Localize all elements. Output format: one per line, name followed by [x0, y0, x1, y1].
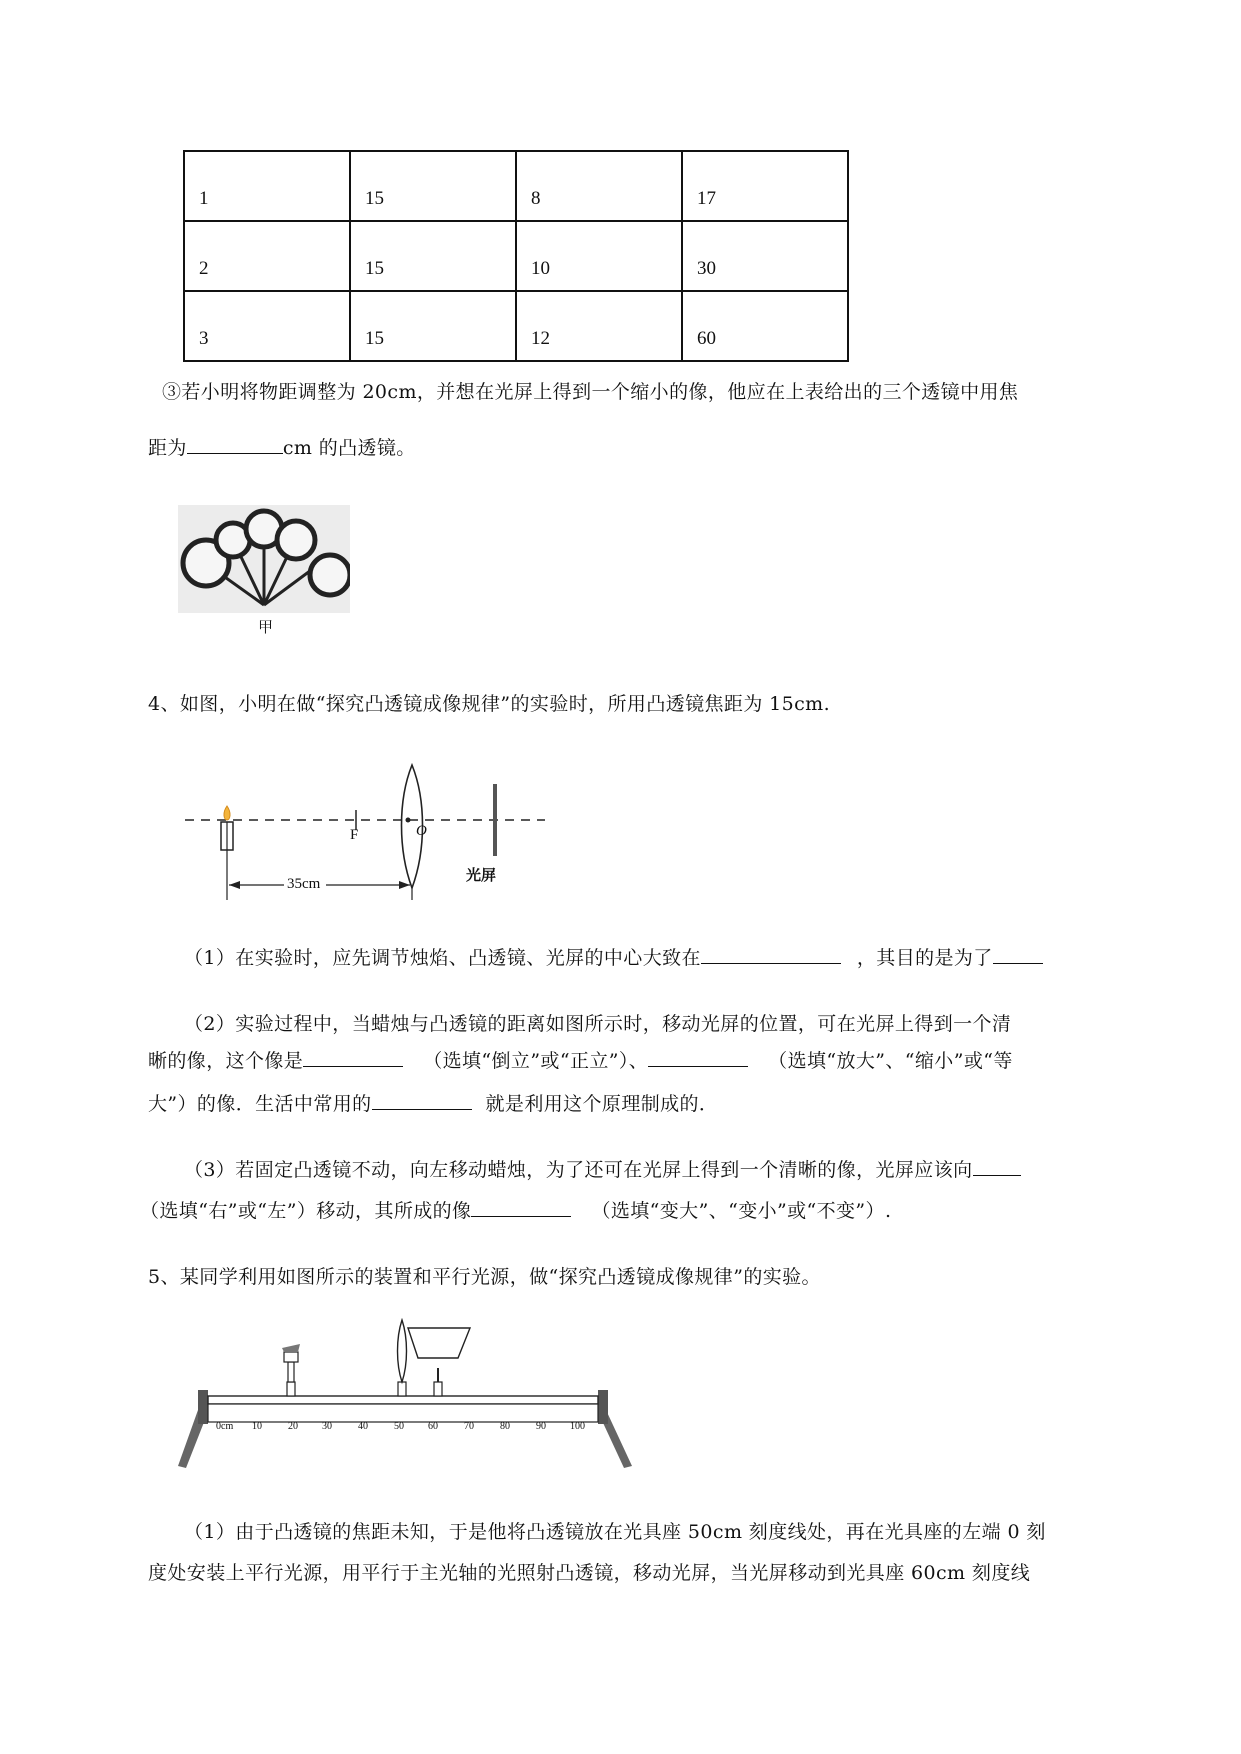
scale-label: 0cm — [216, 1421, 234, 1432]
table-cell: 2 — [184, 221, 350, 291]
answer-blank[interactable] — [973, 1155, 1021, 1176]
answer-blank[interactable] — [372, 1089, 472, 1110]
answer-blank[interactable] — [471, 1196, 571, 1217]
scale-label: 20 — [288, 1421, 298, 1432]
table-cell: 10 — [516, 221, 682, 291]
q5-part1-line2: 度处安装上平行光源，用平行于主光轴的光照射凸透镜，移动光屏，当光屏移动到光具座 60cm 刻度线 — [148, 1562, 1031, 1584]
table-cell: 12 — [516, 291, 682, 361]
q4-part2-line2 — [148, 1041, 1148, 1082]
bench-screen — [408, 1328, 470, 1358]
q4-part2-text-b: （选填“倒立”或“正立”）、 — [423, 1050, 649, 1072]
scale-label: 80 — [500, 1421, 510, 1432]
bench-scale — [208, 1404, 598, 1422]
q5-optical-bench-figure — [170, 1318, 650, 1478]
q4-part3-text-a: （3）若固定凸透镜不动，向左移动蜡烛，为了还可在光屏上得到一个清晰的像，光屏应该向 — [184, 1159, 973, 1181]
scale-label: 90 — [536, 1421, 546, 1432]
scale-label: 60 — [428, 1421, 438, 1432]
q4-part2-line1: （2）实验过程中，当蜡烛与凸透镜的距离如图所示时，移动光屏的位置，可在光屏上得到一个清 — [184, 1013, 1012, 1035]
q3-part3-text-a: 距为 — [148, 437, 187, 459]
scale-label: 30 — [322, 1421, 332, 1432]
table-row — [184, 291, 848, 361]
q4-part1-text-a: （1）在实验时，应先调节烛焰、凸透镜、光屏的中心大致在 — [184, 947, 701, 969]
experiment-table — [183, 150, 849, 362]
table-cell: 1 — [184, 151, 350, 221]
q3-part3-text-b: cm 的凸透镜。 — [282, 437, 416, 459]
table-cell: 15 — [350, 291, 516, 361]
figure-caption-jia: 甲 — [258, 618, 274, 636]
q4-part3-line1 — [184, 1150, 1164, 1191]
answer-blank[interactable] — [701, 943, 841, 964]
q3-part3-line1: ③若小明将物距调整为 20cm，并想在光屏上得到一个缩小的像，他应在上表给出的三个透镜中用焦 — [162, 381, 1019, 403]
scale-label: 40 — [358, 1421, 368, 1432]
q4-part2-text-c: （选填“放大”、“缩小”或“等 — [768, 1050, 1013, 1072]
q4-part2-line3 — [148, 1084, 1148, 1125]
q4-stem: 4、如图，小明在做“探究凸透镜成像规律”的实验时，所用凸透镜焦距为 15cm. — [148, 693, 831, 715]
label-o: O — [416, 823, 427, 839]
scale-labels — [210, 1421, 600, 1437]
label-screen: 光屏 — [466, 866, 497, 884]
table-cell: 17 — [682, 151, 848, 221]
table-cell: 3 — [184, 291, 350, 361]
label-f: F — [350, 827, 359, 843]
table-cell: 8 — [516, 151, 682, 221]
table-cell: 60 — [682, 291, 848, 361]
q4-part2-text-d: 大”）的像．生活中常用的 — [148, 1093, 372, 1115]
q4-part1 — [184, 938, 1164, 979]
scale-label: 50 — [394, 1421, 404, 1432]
bench-rail — [208, 1396, 598, 1404]
flame-icon — [224, 806, 230, 820]
q4-part2-text-e: 就是利用这个原理制成的． — [485, 1093, 719, 1115]
q4-part3-text-b: （选填“右”或“左”）移动，其所成的像 — [140, 1200, 472, 1222]
table-row — [184, 221, 848, 291]
answer-blank[interactable] — [993, 943, 1043, 964]
answer-blank[interactable] — [187, 433, 283, 454]
q4-optics-figure — [180, 760, 560, 900]
q5-stem: 5、某同学利用如图所示的装置和平行光源，做“探究凸透镜成像规律”的实验。 — [148, 1266, 821, 1288]
q5-part1-line1: （1）由于凸透镜的焦距未知，于是他将凸透镜放在光具座 50cm 刻度线处，再在光具座的左端 0 刻 — [184, 1521, 1046, 1543]
table-cell: 30 — [682, 221, 848, 291]
scale-label: 10 — [252, 1421, 262, 1432]
lenses-image — [178, 505, 350, 615]
bench-lens — [398, 1320, 407, 1382]
q3-part3-line2 — [148, 428, 1048, 469]
q4-part1-text-b: ，其目的是为了 — [856, 947, 993, 969]
q4-part3-text-c: （选填“变大”、“变小”或“不变”）. — [591, 1200, 892, 1222]
scale-label: 70 — [464, 1421, 474, 1432]
table-cell: 15 — [350, 151, 516, 221]
label-distance: 35cm — [287, 876, 321, 892]
light-source-icon — [282, 1344, 300, 1352]
q4-part2-text-a: 晰的像，这个像是 — [148, 1050, 304, 1072]
scale-label: 100 — [570, 1421, 585, 1432]
table-cell: 15 — [350, 221, 516, 291]
table-row — [184, 151, 848, 221]
q4-part3-line2 — [140, 1191, 1140, 1232]
answer-blank[interactable] — [303, 1046, 403, 1067]
lenses-figure — [178, 505, 350, 635]
answer-blank[interactable] — [648, 1046, 748, 1067]
